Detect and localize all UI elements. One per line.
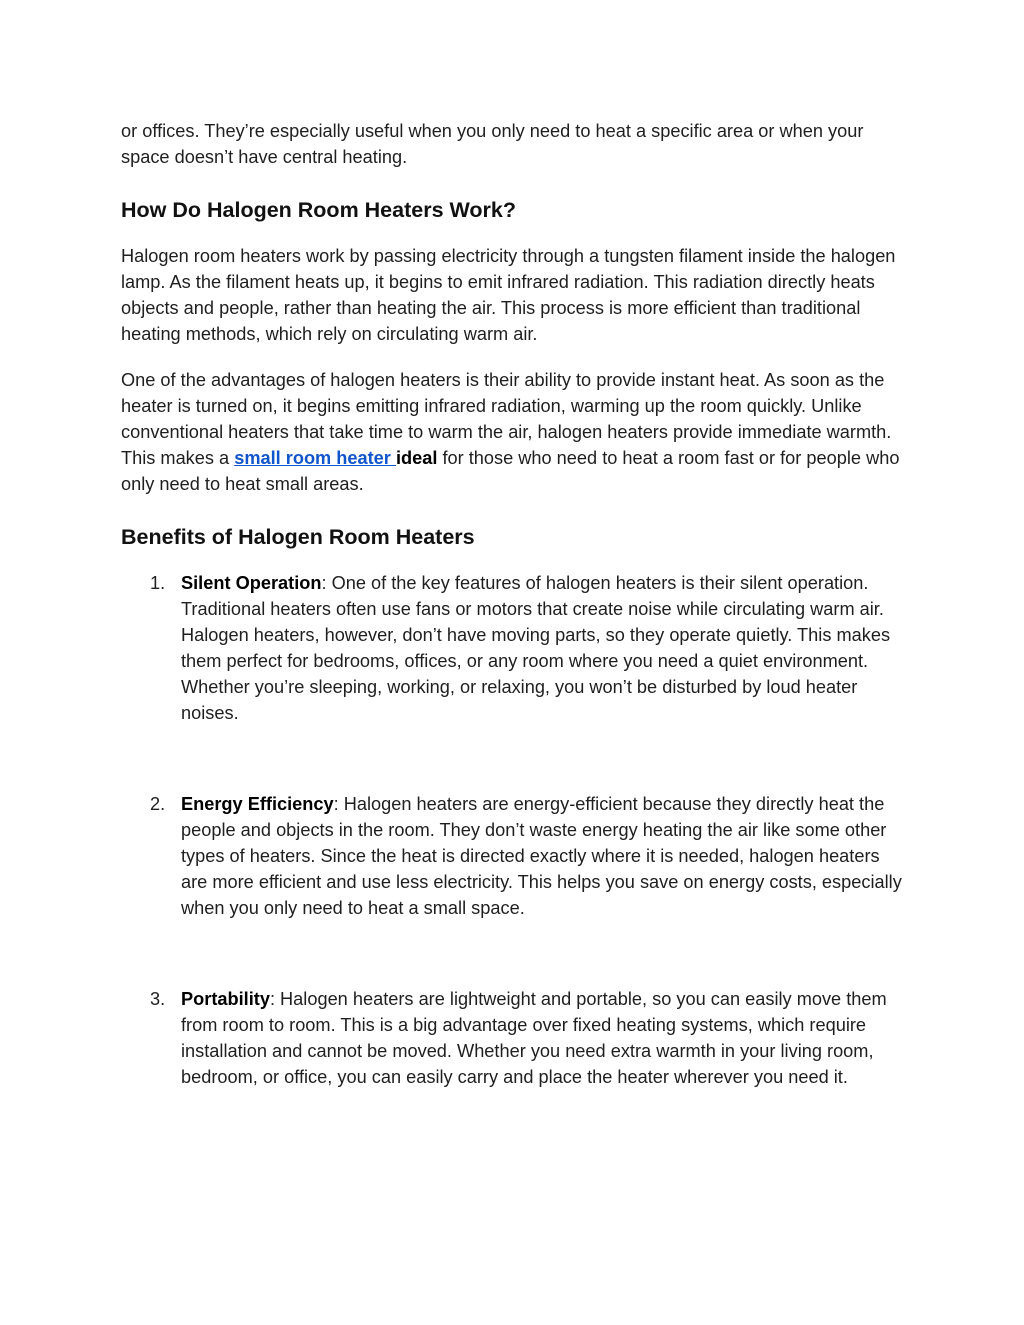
- section-heading-how-it-works: How Do Halogen Room Heaters Work?: [121, 198, 517, 222]
- benefit-title: Silent Operation: [181, 573, 322, 593]
- small-room-heater-link[interactable]: small room heater: [234, 448, 396, 468]
- benefit-description: : Halogen heaters are lightweight and portable, so you can easily move them from room to room. This is a big advantage over fixed heating systems, which require installation and cannot be moved. Whether you need extra warmth in your living room, bedroom, or office, you can easily carry and place the heater wherever you need it.: [181, 989, 887, 1087]
- benefit-item-energy-efficiency: [121, 791, 907, 921]
- intro-paragraph: or offices. They’re especially useful when you only need to heat a specific area or when your space doesn’t have central heating.: [121, 121, 864, 167]
- paragraph-text-after-link: for those who need to heat a room fast or for people who only need to heat small areas.: [121, 448, 900, 494]
- list-number: 3.: [150, 989, 166, 1009]
- list-number: 2.: [150, 794, 166, 814]
- list-number: 1.: [150, 573, 166, 593]
- benefit-item-silent-operation: [121, 570, 907, 726]
- paragraph-text-before-link: One of the advantages of halogen heaters is their ability to provide instant heat. As soon as the heater is turned on, it begins emitting infrared radiation, warming up the room quickly. Unlike conventional heaters that take time to warm the air, halogen heaters provide immediate warmth. This makes a: [121, 370, 892, 468]
- document-page: [121, 118, 907, 1090]
- benefits-list: [121, 570, 907, 1090]
- benefit-description: : One of the key features of halogen heaters is their silent operation. Traditional heaters often use fans or motors that create noise while circulating warm air. Halogen heaters, however, don’t have moving parts, so they operate quietly. This makes them perfect for bedrooms, offices, or any room where you need a quiet environment. Whether you’re sleeping, working, or relaxing, you won’t be disturbed by loud heater noises.: [181, 573, 891, 723]
- how-it-works-paragraph-2: [121, 367, 907, 497]
- benefit-description: : Halogen heaters are energy-efficient because they directly heat the people and objects in the room. They don’t waste energy heating the air like some other types of heaters. Since the heat is directed exactly where it is needed, halogen heaters are more efficient and use less electricity. This helps you save on energy costs, especially when you only need to heat a small space.: [181, 794, 902, 918]
- benefit-title: Energy Efficiency: [181, 794, 334, 814]
- benefit-title: Portability: [181, 989, 270, 1009]
- benefit-item-portability: [121, 986, 907, 1090]
- section-heading-benefits: Benefits of Halogen Room Heaters: [121, 525, 475, 549]
- how-it-works-paragraph-1: Halogen room heaters work by passing electricity through a tungsten filament inside the halogen lamp. As the filament heats up, it begins to emit infrared radiation. This radiation directly heats objects and people, rather than heating the air. This process is more efficient than traditional heating methods, which rely on circulating warm air.: [121, 246, 896, 344]
- bold-word-ideal: ideal: [395, 448, 438, 468]
